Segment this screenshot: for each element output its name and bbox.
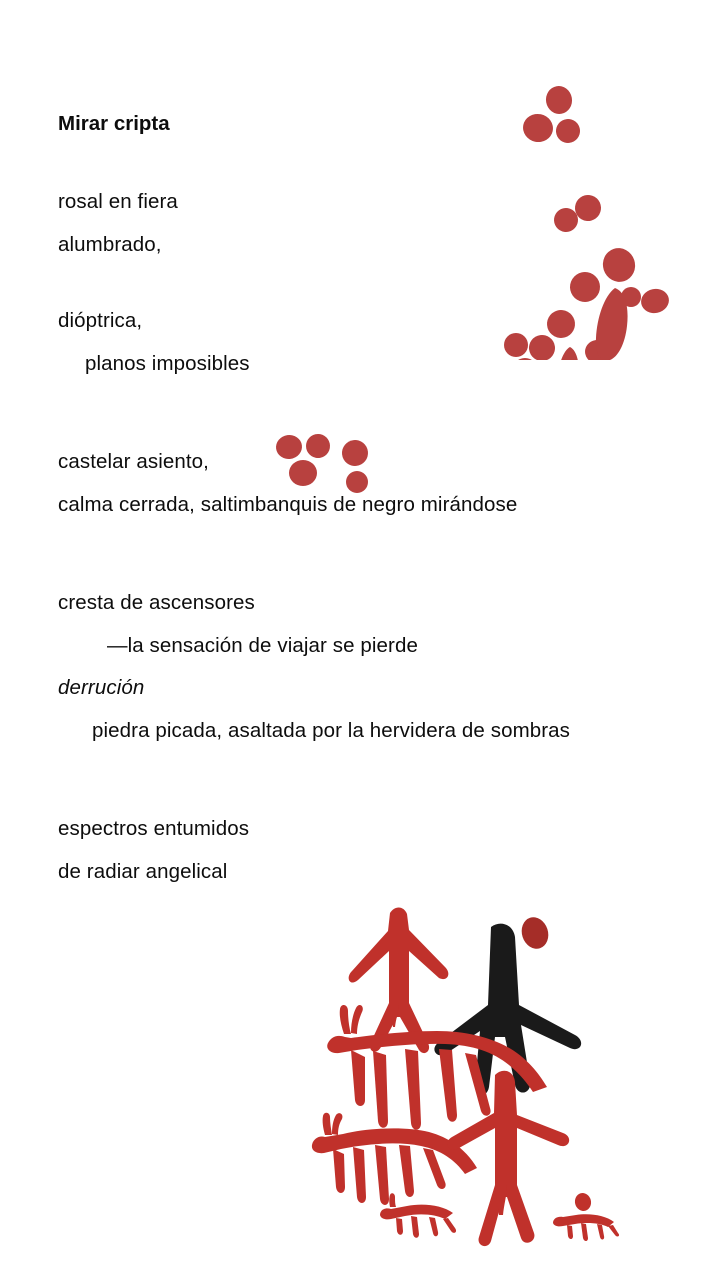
poem-line-2: dióptrica, — [58, 309, 143, 332]
poem-line-10: espectros entumidos — [58, 817, 250, 840]
poem-line-0: rosal en fiera — [58, 190, 178, 213]
poem-line-7: —la sensación de viajar se pierde — [107, 633, 418, 657]
poem-title: Mirar cripta — [58, 112, 170, 135]
poem-line-11: de radiar angelical — [58, 859, 228, 883]
poem-line-6: cresta de ascensores — [58, 591, 255, 614]
poem-line-5: calma cerrada, saltimbanquis de negro mirándose — [58, 492, 518, 516]
poem-body — [58, 112, 678, 882]
poem-line-4: castelar asiento, — [58, 450, 209, 473]
red-dot-beside-black-figure — [518, 914, 553, 952]
poem-line-1: alumbrado, — [58, 232, 162, 256]
poem-line-8: derrución — [58, 676, 145, 699]
poem-line-3: planos imposibles — [85, 351, 250, 375]
black-human-figure — [434, 924, 581, 1095]
poem-line-9: piedra picada, asaltada por la hervidera de sombras — [92, 718, 571, 742]
rock-art-figures — [295, 885, 635, 1255]
red-small-animal-left — [380, 1193, 456, 1237]
red-quadruped-lower — [312, 1113, 477, 1205]
red-small-animal-right — [553, 1191, 619, 1241]
